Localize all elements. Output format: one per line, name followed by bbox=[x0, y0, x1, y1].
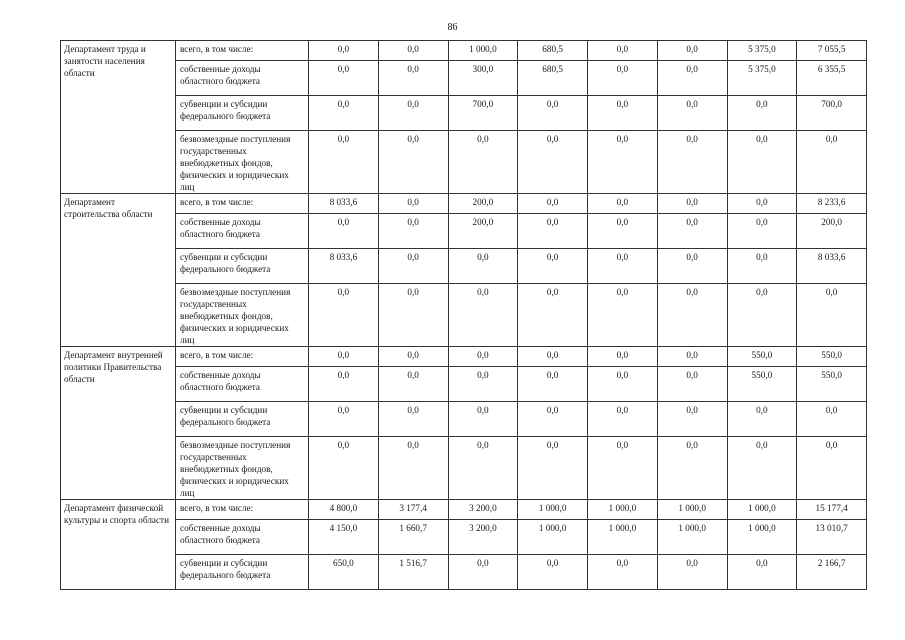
amount-cell: 0,0 bbox=[378, 61, 448, 96]
amount-cell: 0,0 bbox=[378, 131, 448, 194]
funding-source-label: собственные доходы областного бюджета bbox=[176, 214, 309, 249]
budget-table-body bbox=[61, 41, 867, 590]
amount-cell: 0,0 bbox=[588, 284, 658, 347]
amount-cell: 550,0 bbox=[797, 367, 867, 402]
table-row bbox=[61, 284, 867, 347]
table-row bbox=[61, 555, 867, 590]
amount-cell: 0,0 bbox=[727, 96, 797, 131]
amount-cell: 0,0 bbox=[378, 347, 448, 367]
amount-cell: 1 000,0 bbox=[727, 500, 797, 520]
amount-cell: 0,0 bbox=[448, 437, 518, 500]
amount-cell: 0,0 bbox=[657, 194, 727, 214]
funding-source-label: субвенции и субсидии федерального бюджета bbox=[176, 249, 309, 284]
amount-cell: 1 660,7 bbox=[378, 520, 448, 555]
amount-cell: 4 150,0 bbox=[309, 520, 379, 555]
amount-cell: 13 010,7 bbox=[797, 520, 867, 555]
amount-cell: 0,0 bbox=[518, 284, 588, 347]
amount-cell: 0,0 bbox=[588, 347, 658, 367]
department-name: Департамент труда и занятости населения области bbox=[61, 41, 176, 194]
department-name: Департамент строительства области bbox=[61, 194, 176, 347]
amount-cell: 0,0 bbox=[588, 249, 658, 284]
amount-cell: 0,0 bbox=[518, 347, 588, 367]
amount-cell: 1 000,0 bbox=[518, 520, 588, 555]
funding-source-label: собственные доходы областного бюджета bbox=[176, 367, 309, 402]
amount-cell: 0,0 bbox=[588, 61, 658, 96]
amount-cell: 680,5 bbox=[518, 41, 588, 61]
table-row bbox=[61, 347, 867, 367]
amount-cell: 0,0 bbox=[448, 402, 518, 437]
amount-cell: 700,0 bbox=[797, 96, 867, 131]
table-row bbox=[61, 41, 867, 61]
amount-cell: 0,0 bbox=[309, 284, 379, 347]
amount-cell: 0,0 bbox=[588, 214, 658, 249]
table-row bbox=[61, 61, 867, 96]
amount-cell: 0,0 bbox=[588, 96, 658, 131]
amount-cell: 0,0 bbox=[588, 131, 658, 194]
amount-cell: 2 166,7 bbox=[797, 555, 867, 590]
amount-cell: 1 000,0 bbox=[657, 520, 727, 555]
amount-cell: 0,0 bbox=[518, 555, 588, 590]
amount-cell: 200,0 bbox=[448, 214, 518, 249]
amount-cell: 0,0 bbox=[657, 214, 727, 249]
department-name: Департамент физической культуры и спорта области bbox=[61, 500, 176, 590]
amount-cell: 650,0 bbox=[309, 555, 379, 590]
amount-cell: 1 000,0 bbox=[588, 500, 658, 520]
table-row bbox=[61, 194, 867, 214]
amount-cell: 0,0 bbox=[448, 367, 518, 402]
amount-cell: 0,0 bbox=[657, 347, 727, 367]
amount-cell: 0,0 bbox=[518, 96, 588, 131]
amount-cell: 0,0 bbox=[378, 249, 448, 284]
amount-cell: 0,0 bbox=[727, 437, 797, 500]
page-number: 86 bbox=[447, 22, 458, 33]
amount-cell: 0,0 bbox=[309, 214, 379, 249]
amount-cell: 0,0 bbox=[309, 437, 379, 500]
amount-cell: 300,0 bbox=[448, 61, 518, 96]
amount-cell: 0,0 bbox=[518, 194, 588, 214]
amount-cell: 550,0 bbox=[727, 367, 797, 402]
amount-cell: 5 375,0 bbox=[727, 61, 797, 96]
amount-cell: 0,0 bbox=[657, 367, 727, 402]
amount-cell: 0,0 bbox=[378, 284, 448, 347]
amount-cell: 5 375,0 bbox=[727, 41, 797, 61]
amount-cell: 0,0 bbox=[727, 555, 797, 590]
table-row bbox=[61, 520, 867, 555]
amount-cell: 0,0 bbox=[448, 249, 518, 284]
amount-cell: 0,0 bbox=[727, 284, 797, 347]
amount-cell: 0,0 bbox=[727, 249, 797, 284]
amount-cell: 0,0 bbox=[309, 61, 379, 96]
funding-source-label: субвенции и субсидии федерального бюджета bbox=[176, 402, 309, 437]
amount-cell: 0,0 bbox=[448, 347, 518, 367]
amount-cell: 8 033,6 bbox=[309, 249, 379, 284]
amount-cell: 0,0 bbox=[518, 437, 588, 500]
amount-cell: 8 233,6 bbox=[797, 194, 867, 214]
amount-cell: 0,0 bbox=[797, 402, 867, 437]
amount-cell: 0,0 bbox=[727, 131, 797, 194]
funding-source-label: субвенции и субсидии федерального бюджета bbox=[176, 555, 309, 590]
amount-cell: 1 000,0 bbox=[657, 500, 727, 520]
amount-cell: 0,0 bbox=[448, 284, 518, 347]
amount-cell: 0,0 bbox=[518, 402, 588, 437]
budget-table bbox=[60, 40, 867, 590]
amount-cell: 0,0 bbox=[378, 41, 448, 61]
amount-cell: 8 033,6 bbox=[309, 194, 379, 214]
amount-cell: 3 200,0 bbox=[448, 500, 518, 520]
amount-cell: 0,0 bbox=[309, 131, 379, 194]
amount-cell: 0,0 bbox=[309, 41, 379, 61]
amount-cell: 0,0 bbox=[518, 249, 588, 284]
amount-cell: 680,5 bbox=[518, 61, 588, 96]
amount-cell: 0,0 bbox=[588, 437, 658, 500]
amount-cell: 0,0 bbox=[378, 214, 448, 249]
funding-source-label: субвенции и субсидии федерального бюджета bbox=[176, 96, 309, 131]
amount-cell: 0,0 bbox=[657, 61, 727, 96]
amount-cell: 0,0 bbox=[378, 194, 448, 214]
amount-cell: 200,0 bbox=[797, 214, 867, 249]
amount-cell: 0,0 bbox=[588, 555, 658, 590]
amount-cell: 0,0 bbox=[588, 367, 658, 402]
table-row bbox=[61, 402, 867, 437]
amount-cell: 3 177,4 bbox=[378, 500, 448, 520]
amount-cell: 0,0 bbox=[727, 194, 797, 214]
amount-cell: 0,0 bbox=[309, 96, 379, 131]
amount-cell: 0,0 bbox=[448, 131, 518, 194]
amount-cell: 0,0 bbox=[797, 437, 867, 500]
amount-cell: 0,0 bbox=[588, 194, 658, 214]
amount-cell: 0,0 bbox=[588, 41, 658, 61]
amount-cell: 1 000,0 bbox=[588, 520, 658, 555]
funding-source-label: собственные доходы областного бюджета bbox=[176, 520, 309, 555]
funding-source-label: всего, в том числе: bbox=[176, 500, 309, 520]
amount-cell: 0,0 bbox=[378, 402, 448, 437]
amount-cell: 0,0 bbox=[378, 367, 448, 402]
funding-source-label: всего, в том числе: bbox=[176, 194, 309, 214]
amount-cell: 0,0 bbox=[727, 402, 797, 437]
amount-cell: 0,0 bbox=[657, 41, 727, 61]
funding-source-label: всего, в том числе: bbox=[176, 41, 309, 61]
amount-cell: 0,0 bbox=[518, 214, 588, 249]
amount-cell: 0,0 bbox=[657, 284, 727, 347]
funding-source-label: всего, в том числе: bbox=[176, 347, 309, 367]
amount-cell: 0,0 bbox=[309, 347, 379, 367]
amount-cell: 0,0 bbox=[518, 367, 588, 402]
amount-cell: 0,0 bbox=[797, 131, 867, 194]
amount-cell: 0,0 bbox=[448, 555, 518, 590]
amount-cell: 700,0 bbox=[448, 96, 518, 131]
department-name: Департамент внутренней политики Правительства области bbox=[61, 347, 176, 500]
amount-cell: 0,0 bbox=[518, 131, 588, 194]
amount-cell: 0,0 bbox=[378, 437, 448, 500]
amount-cell: 0,0 bbox=[797, 284, 867, 347]
amount-cell: 0,0 bbox=[588, 402, 658, 437]
amount-cell: 1 516,7 bbox=[378, 555, 448, 590]
table-row bbox=[61, 437, 867, 500]
funding-source-label: собственные доходы областного бюджета bbox=[176, 61, 309, 96]
amount-cell: 0,0 bbox=[309, 367, 379, 402]
table-row bbox=[61, 500, 867, 520]
table-row bbox=[61, 249, 867, 284]
amount-cell: 550,0 bbox=[797, 347, 867, 367]
amount-cell: 0,0 bbox=[657, 131, 727, 194]
table-row bbox=[61, 96, 867, 131]
amount-cell: 0,0 bbox=[378, 96, 448, 131]
amount-cell: 1 000,0 bbox=[727, 520, 797, 555]
amount-cell: 0,0 bbox=[657, 249, 727, 284]
amount-cell: 0,0 bbox=[657, 402, 727, 437]
table-row bbox=[61, 214, 867, 249]
amount-cell: 7 055,5 bbox=[797, 41, 867, 61]
amount-cell: 3 200,0 bbox=[448, 520, 518, 555]
amount-cell: 0,0 bbox=[727, 214, 797, 249]
amount-cell: 200,0 bbox=[448, 194, 518, 214]
amount-cell: 15 177,4 bbox=[797, 500, 867, 520]
amount-cell: 0,0 bbox=[657, 437, 727, 500]
amount-cell: 1 000,0 bbox=[448, 41, 518, 61]
amount-cell: 8 033,6 bbox=[797, 249, 867, 284]
funding-source-label: безвозмездные поступления государственных внебюджетных фондов, физических и юридических лиц bbox=[176, 437, 309, 500]
amount-cell: 1 000,0 bbox=[518, 500, 588, 520]
amount-cell: 0,0 bbox=[657, 555, 727, 590]
amount-cell: 550,0 bbox=[727, 347, 797, 367]
table-row bbox=[61, 131, 867, 194]
table-row bbox=[61, 367, 867, 402]
funding-source-label: безвозмездные поступления государственных внебюджетных фондов, физических и юридических лиц bbox=[176, 284, 309, 347]
amount-cell: 0,0 bbox=[309, 402, 379, 437]
funding-source-label: безвозмездные поступления государственных внебюджетных фондов, физических и юридических лиц bbox=[176, 131, 309, 194]
amount-cell: 0,0 bbox=[657, 96, 727, 131]
amount-cell: 4 800,0 bbox=[309, 500, 379, 520]
amount-cell: 6 355,5 bbox=[797, 61, 867, 96]
